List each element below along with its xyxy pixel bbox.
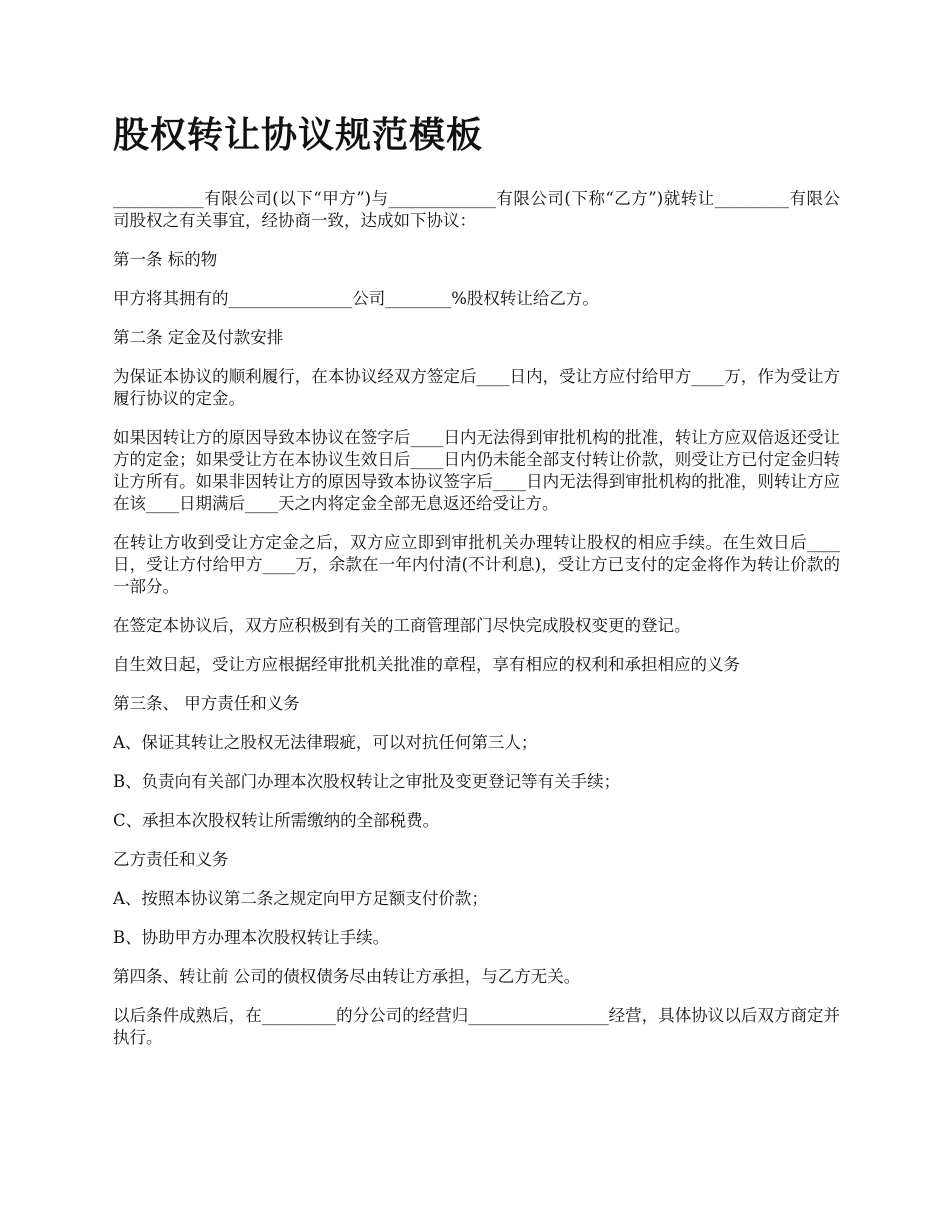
article-2-heading: 第二条 定金及付款安排 — [113, 328, 284, 347]
article-1-body: 甲方将其拥有的_______________公司________%股权转让给乙方。 — [113, 289, 599, 308]
article-1-heading: 第一条 标的物 — [113, 250, 218, 269]
party-a-duty-c: C、承担本次股权转让所需缴纳的全部税费。 — [113, 811, 440, 830]
document-title: 股权转让协议规范模板 — [113, 115, 484, 156]
closing-paragraph: 以后条件成熟后，在_________的分公司的经营归_________________经营，具体协议以后双方商定并执行。 — [113, 1006, 840, 1047]
party-b-duty-b: B、协助甲方办理本次股权转让手续。 — [113, 928, 390, 947]
intro-paragraph: ___________有限公司(以下“甲方”)与_____________有限公司(下称“乙方”)就转让_________有限公司股权之有关事宜，经协商一致，达成如下协议： — [113, 189, 840, 230]
article-2-rights: 自生效日起，受让方应根据经审批机关批准的章程，享有相应的权利和承担相应的义务 — [113, 655, 740, 674]
party-b-heading: 乙方责任和义务 — [113, 850, 229, 869]
article-2-refund-terms: 如果因转让方的原因导致本协议在签字后____日内无法得到审批机构的批准，转让方应双倍返还受让方的定金；如果受让方在本协议生效日后____日内仍未能全部支付转让价款，则受让方已付定金归转让方所有。如果非因转让方的原因导致本协议签字后____日内无法得到审批机构的批准，则转让方应在该____日期满后____天之内将定金全部无息返还给受让方。 — [113, 428, 840, 513]
document-page — [113, 112, 840, 1066]
party-b-duty-a: A、按照本协议第二条之规定向甲方足额支付价款； — [113, 889, 488, 908]
party-a-duty-a: A、保证其转让之股权无法律瑕疵，可以对抗任何第三人； — [113, 733, 538, 752]
party-a-duty-b: B、负责向有关部门办理本次股权转让之审批及变更登记等有关手续； — [113, 772, 621, 791]
article-2-deposit: 为保证本协议的顺利履行，在本协议经双方签定后____日内，受让方应付给甲方____万，作为受让方履行协议的定金。 — [113, 367, 840, 408]
article-2-payment-terms: 在转让方收到受让方定金之后，双方应立即到审批机关办理转让股权的相应手续。在生效日后____日，受让方付给甲方____万，余款在一年内付清(不计利息)，受让方已支付的定金将作为转让价款的一部分。 — [113, 533, 840, 596]
article-2-registration: 在签定本协议后，双方应积极到有关的工商管理部门尽快完成股权变更的登记。 — [113, 616, 691, 635]
article-3-heading: 第三条、 甲方责任和义务 — [113, 694, 300, 713]
article-4: 第四条、转让前 公司的债权债务尽由转让方承担，与乙方无关。 — [113, 967, 581, 986]
